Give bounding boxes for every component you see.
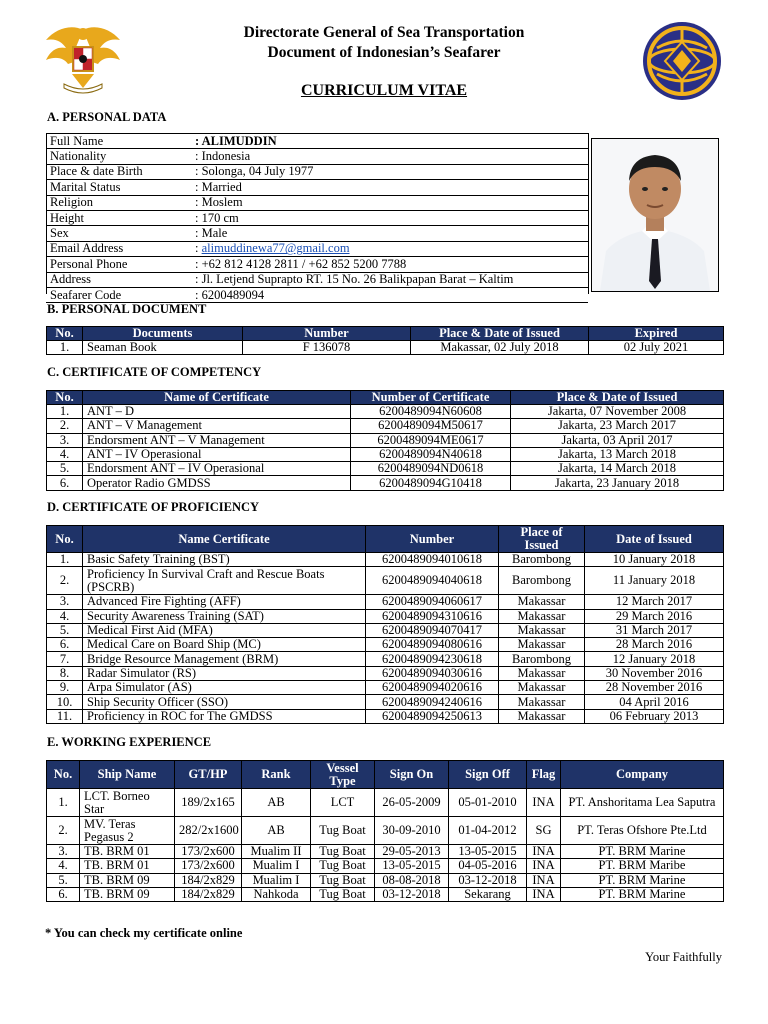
table-cell: 13-05-2015 [375, 859, 449, 873]
table-cell: Advanced Fire Fighting (AFF) [83, 595, 366, 609]
table-cell: 6. [47, 887, 80, 901]
personal-value: : +62 812 4128 2811 / +62 852 5200 7788 [191, 257, 588, 272]
table-cell: 31 March 2017 [585, 623, 724, 637]
table-cell: 10 January 2018 [585, 553, 724, 567]
table-cell: Mualim II [242, 845, 311, 859]
table-cell: 282/2x1600 [175, 817, 242, 845]
proficiency-table [46, 525, 724, 724]
personal-label: Nationality [46, 149, 191, 164]
table-row [47, 817, 724, 845]
table-cell: TB. BRM 09 [80, 873, 175, 887]
table-cell: 6. [47, 476, 83, 490]
table-cell: 6200489094240616 [366, 695, 499, 709]
table-cell: Seaman Book [83, 341, 243, 355]
table-cell: PT. BRM Marine [561, 887, 724, 901]
coc-header-cell: Number of Certificate [351, 391, 511, 405]
table-row [47, 405, 724, 419]
table-cell: Makassar [499, 709, 585, 723]
table-cell: Jakarta, 23 January 2018 [511, 476, 724, 490]
table-cell: INA [527, 859, 561, 873]
table-row [47, 845, 724, 859]
page-title: CURRICULUM VITAE [300, 82, 468, 99]
table-cell: Makassar, 02 July 2018 [411, 341, 589, 355]
exp-header-cell: GT/HP [175, 761, 242, 789]
table-cell: 1. [47, 405, 83, 419]
table-cell: 11 January 2018 [585, 567, 724, 595]
section-proficiency: D. CERTIFICATE OF PROFICIENCY [47, 500, 260, 514]
table-cell: 10. [47, 695, 83, 709]
table-cell: 9. [47, 681, 83, 695]
table-cell: ANT – D [83, 405, 351, 419]
table-cell: 6200489094G10418 [351, 476, 511, 490]
coc-header-cell: Place & Date of Issued [511, 391, 724, 405]
table-cell: Endorsment ANT – V Management [83, 433, 351, 447]
table-cell: AB [242, 789, 311, 817]
personal-data-table [46, 134, 588, 303]
table-cell: Barombong [499, 652, 585, 666]
profile-photo [591, 138, 719, 292]
table-cell: Security Awareness Training (SAT) [83, 609, 366, 623]
table-cell: 4. [47, 859, 80, 873]
table-cell: 173/2x600 [175, 859, 242, 873]
section-personal-data: A. PERSONAL DATA [47, 110, 167, 124]
table-cell: PT. Anshoritama Lea Saputra [561, 789, 724, 817]
personal-value: : Jl. Letjend Suprapto RT. 15 No. 26 Balikpapan Barat – Kaltim [191, 272, 588, 287]
table-cell: 28 March 2016 [585, 638, 724, 652]
table-cell: Bridge Resource Management (BRM) [83, 652, 366, 666]
exp-header-cell: Vessel Type [311, 761, 375, 789]
table-row [47, 638, 724, 652]
table-row [47, 623, 724, 637]
personal-value: : Married [191, 180, 588, 195]
table-cell: 6200489094070417 [366, 623, 499, 637]
experience-table [46, 760, 724, 902]
personal-row [46, 210, 588, 225]
header-line-1: Directorate General of Sea Transportation [243, 24, 525, 41]
table-cell: 6200489094230618 [366, 652, 499, 666]
table-row [47, 789, 724, 817]
table-cell: 6200489094M50617 [351, 419, 511, 433]
table-cell: 6200489094N60608 [351, 405, 511, 419]
section-experience: E. WORKING EXPERIENCE [47, 735, 212, 749]
personal-label: Place & date Birth [46, 164, 191, 179]
exp-header-cell: Sign On [375, 761, 449, 789]
table-cell: Makassar [499, 681, 585, 695]
table-row [47, 873, 724, 887]
table-cell: Makassar [499, 609, 585, 623]
table-cell: 5. [47, 623, 83, 637]
table-cell: 03-12-2018 [375, 887, 449, 901]
table-cell: INA [527, 845, 561, 859]
table-cell: 26-05-2009 [375, 789, 449, 817]
personal-row [46, 241, 588, 256]
exp-header-cell: Ship Name [80, 761, 175, 789]
table-cell: Basic Safety Training (BST) [83, 553, 366, 567]
doc-header-cell: Documents [83, 327, 243, 341]
doc-header-cell: No. [47, 327, 83, 341]
table-row [47, 666, 724, 680]
section-personal-document: B. PERSONAL DOCUMENT [47, 302, 207, 316]
doc-header-cell: Expired [589, 327, 724, 341]
table-cell: INA [527, 873, 561, 887]
table-cell: 6200489094060617 [366, 595, 499, 609]
table-cell: Mualim I [242, 859, 311, 873]
table-cell: 11. [47, 709, 83, 723]
table-row [47, 652, 724, 666]
table-cell: Ship Security Officer (SSO) [83, 695, 366, 709]
cop-header-cell: Name Certificate [83, 526, 366, 553]
table-cell: 6200489094250613 [366, 709, 499, 723]
personal-label: Personal Phone [46, 257, 191, 272]
table-cell: 6200489094010618 [366, 553, 499, 567]
coc-header-cell: No. [47, 391, 83, 405]
cop-header-cell: Number [366, 526, 499, 553]
table-cell: Barombong [499, 553, 585, 567]
table-cell: 2. [47, 567, 83, 595]
table-cell: 3. [47, 433, 83, 447]
table-cell: 4. [47, 447, 83, 461]
table-cell: LCT. Borneo Star [80, 789, 175, 817]
table-cell: Barombong [499, 567, 585, 595]
personal-value: : Moslem [191, 195, 588, 210]
personal-label: Religion [46, 195, 191, 210]
table-cell: 1. [47, 789, 80, 817]
personal-value: : Solonga, 04 July 1977 [191, 164, 588, 179]
table-cell: TB. BRM 01 [80, 859, 175, 873]
table-cell: Radar Simulator (RS) [83, 666, 366, 680]
table-cell: SG [527, 817, 561, 845]
personal-label: Marital Status [46, 180, 191, 195]
table-cell: 6200489094ND0618 [351, 462, 511, 476]
table-cell: 2. [47, 817, 80, 845]
table-cell: PT. BRM Marine [561, 845, 724, 859]
table-cell: 189/2x165 [175, 789, 242, 817]
table-cell: 5. [47, 462, 83, 476]
table-cell: 05-01-2010 [449, 789, 527, 817]
exp-header-cell: Company [561, 761, 724, 789]
table-cell: Jakarta, 13 March 2018 [511, 447, 724, 461]
table-cell: INA [527, 789, 561, 817]
header-line-2: Document of Indonesian’s Seafarer [267, 44, 501, 61]
table-cell: 28 November 2016 [585, 681, 724, 695]
cop-header-cell: Date of Issued [585, 526, 724, 553]
table-cell: 6. [47, 638, 83, 652]
table-cell: Proficiency in ROC for The GMDSS [83, 709, 366, 723]
personal-value: : ALIMUDDIN [191, 134, 588, 149]
table-cell: MV. Teras Pegasus 2 [80, 817, 175, 845]
personal-value: : Male [191, 226, 588, 241]
personal-document-table [46, 326, 724, 355]
personal-row [46, 149, 588, 164]
table-cell: 6200489094040618 [366, 567, 499, 595]
table-cell: ANT – V Management [83, 419, 351, 433]
table-row [47, 887, 724, 901]
table-row [47, 567, 724, 595]
table-row [47, 859, 724, 873]
doc-header-cell: Number [243, 327, 411, 341]
personal-label: Sex [46, 226, 191, 241]
table-cell: INA [527, 887, 561, 901]
table-cell: 173/2x600 [175, 845, 242, 859]
personal-row [46, 195, 588, 210]
table-cell: Operator Radio GMDSS [83, 476, 351, 490]
footer-note: * You can check my certificate online [45, 926, 243, 940]
table-cell: 30 November 2016 [585, 666, 724, 680]
table-cell: Makassar [499, 595, 585, 609]
exp-header-cell: Flag [527, 761, 561, 789]
table-row [47, 553, 724, 567]
personal-value: : 6200489094 [191, 287, 588, 302]
table-cell: PT. BRM Marine [561, 873, 724, 887]
table-cell: 3. [47, 845, 80, 859]
table-cell: Makassar [499, 695, 585, 709]
table-cell: 08-08-2018 [375, 873, 449, 887]
personal-row [46, 226, 588, 241]
personal-label: Height [46, 210, 191, 225]
table-cell: 184/2x829 [175, 873, 242, 887]
table-cell: 6200489094ME0617 [351, 433, 511, 447]
table-row [47, 433, 724, 447]
exp-header-cell: Sign Off [449, 761, 527, 789]
table-cell: Medical First Aid (MFA) [83, 623, 366, 637]
table-cell: Nahkoda [242, 887, 311, 901]
table-row [47, 709, 724, 723]
personal-label: Email Address [46, 241, 191, 256]
table-cell: 02 July 2021 [589, 341, 724, 355]
personal-value: : 170 cm [191, 210, 588, 225]
table-row [47, 681, 724, 695]
personal-value: : alimuddinewa77@gmail.com [191, 241, 588, 256]
personal-label: Full Name [46, 134, 191, 149]
table-cell: 6200489094030616 [366, 666, 499, 680]
table-cell: 6200489094310616 [366, 609, 499, 623]
table-cell: Arpa Simulator (AS) [83, 681, 366, 695]
table-cell: Tug Boat [311, 859, 375, 873]
table-cell: 6200489094080616 [366, 638, 499, 652]
table-row [47, 609, 724, 623]
table-row [47, 341, 724, 355]
table-cell: Endorsment ANT – IV Operasional [83, 462, 351, 476]
table-cell: Medical Care on Board Ship (MC) [83, 638, 366, 652]
table-cell: F 136078 [243, 341, 411, 355]
table-cell: Tug Boat [311, 887, 375, 901]
table-cell: 2. [47, 419, 83, 433]
table-cell: 184/2x829 [175, 887, 242, 901]
competency-table [46, 390, 724, 491]
table-cell: Jakarta, 23 March 2017 [511, 419, 724, 433]
table-cell: Jakarta, 14 March 2018 [511, 462, 724, 476]
table-cell: Tug Boat [311, 845, 375, 859]
table-cell: PT. Teras Ofshore Pte.Ltd [561, 817, 724, 845]
personal-value: : Indonesia [191, 149, 588, 164]
table-cell: 30-09-2010 [375, 817, 449, 845]
personal-row [46, 164, 588, 179]
personal-row [46, 287, 588, 302]
personal-row [46, 257, 588, 272]
table-row [47, 595, 724, 609]
table-cell: 6200489094N40618 [351, 447, 511, 461]
email-link[interactable]: alimuddinewa77@gmail.com [201, 241, 350, 256]
table-row [47, 462, 724, 476]
table-cell: 29 March 2016 [585, 609, 724, 623]
table-cell: Sekarang [449, 887, 527, 901]
table-row [47, 419, 724, 433]
table-cell: 13-05-2015 [449, 845, 527, 859]
table-cell: PT. BRM Maribe [561, 859, 724, 873]
table-cell: LCT [311, 789, 375, 817]
table-cell: Tug Boat [311, 817, 375, 845]
table-cell: Makassar [499, 623, 585, 637]
table-row [47, 476, 724, 490]
coc-header-cell: Name of Certificate [83, 391, 351, 405]
table-cell: 06 February 2013 [585, 709, 724, 723]
table-cell: 1. [47, 553, 83, 567]
table-cell: 01-04-2012 [449, 817, 527, 845]
table-cell: 5. [47, 873, 80, 887]
table-cell: 3. [47, 595, 83, 609]
table-cell: 03-12-2018 [449, 873, 527, 887]
table-cell: 12 March 2017 [585, 595, 724, 609]
table-cell: 04 April 2016 [585, 695, 724, 709]
table-cell: 4. [47, 609, 83, 623]
cop-header-cell: No. [47, 526, 83, 553]
table-cell: 1. [47, 341, 83, 355]
table-cell: Jakarta, 07 November 2008 [511, 405, 724, 419]
personal-row [46, 180, 588, 195]
table-cell: Proficiency In Survival Craft and Rescue Boats (PSCRB) [83, 567, 366, 595]
table-cell: AB [242, 817, 311, 845]
table-cell: Makassar [499, 638, 585, 652]
section-competency: C. CERTIFICATE OF COMPETENCY [47, 365, 262, 379]
personal-label: Seafarer Code [46, 287, 191, 302]
table-row [47, 695, 724, 709]
table-cell: 12 January 2018 [585, 652, 724, 666]
table-cell: Tug Boat [311, 873, 375, 887]
personal-label: Address [46, 272, 191, 287]
table-cell: 29-05-2013 [375, 845, 449, 859]
personal-row [46, 272, 588, 287]
cop-header-cell: Place of Issued [499, 526, 585, 553]
table-cell: TB. BRM 01 [80, 845, 175, 859]
doc-header-cell: Place & Date of Issued [411, 327, 589, 341]
exp-header-cell: Rank [242, 761, 311, 789]
table-cell: 04-05-2016 [449, 859, 527, 873]
table-cell: Mualim I [242, 873, 311, 887]
table-cell: TB. BRM 09 [80, 887, 175, 901]
table-cell: 7. [47, 652, 83, 666]
table-cell: 8. [47, 666, 83, 680]
table-cell: Makassar [499, 666, 585, 680]
closing-text: Your Faithfully [645, 950, 722, 964]
table-cell: 6200489094020616 [366, 681, 499, 695]
table-cell: Jakarta, 03 April 2017 [511, 433, 724, 447]
exp-header-cell: No. [47, 761, 80, 789]
table-cell: ANT – IV Operasional [83, 447, 351, 461]
table-row [47, 447, 724, 461]
personal-row [46, 134, 588, 149]
